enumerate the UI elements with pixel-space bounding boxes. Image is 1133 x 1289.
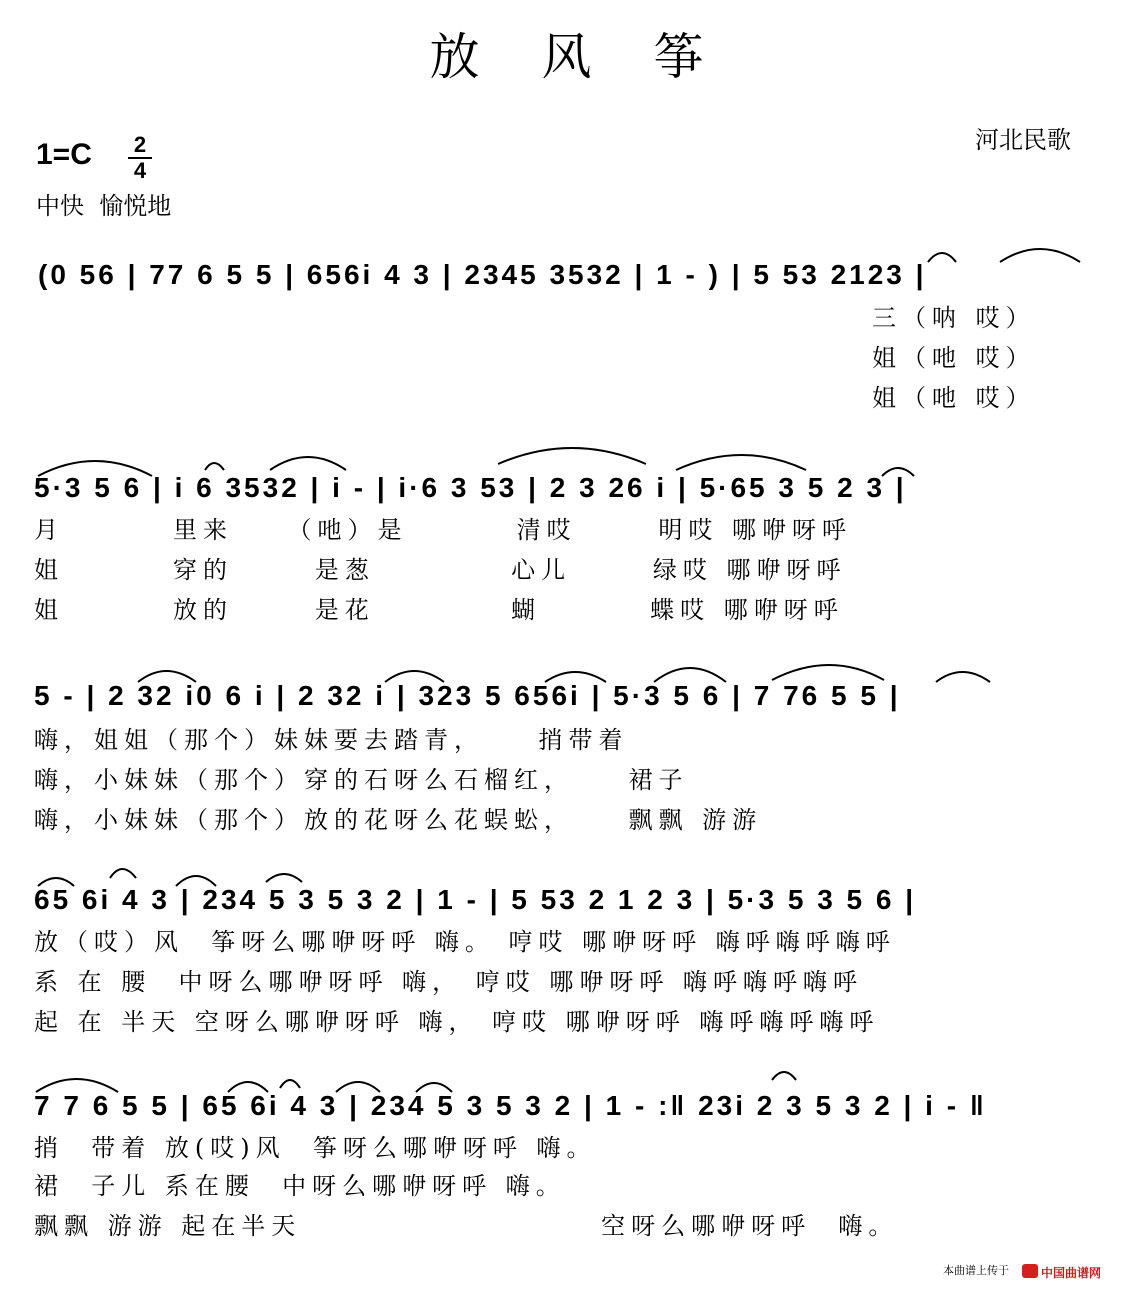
slur (138, 671, 196, 682)
slur (270, 457, 346, 470)
notation-line-3: 5 - | 2 32 i0 6 i | 2 32 i | 323 5 656i | 5·3 5 6 | 7 76 5 5 | (34, 680, 901, 711)
key-signature: 1=C (36, 138, 92, 171)
upload-notice: 本曲谱上传于 (943, 1265, 1009, 1277)
lyric-line-2-v3: 姐 放的 是花 蝴 蝶哎 哪咿呀呼 (34, 596, 844, 624)
notation-line-2: 5·3 5 6 | i 6 3532 | i - | i·6 3 53 | 2 3 26 i | 5·65 3 5 2 3 | (34, 472, 907, 503)
slur (936, 672, 990, 682)
tempo-marking: 中快 愉悦地 (36, 192, 172, 220)
logo-text: 中国曲谱网 (1041, 1266, 1102, 1280)
lyric-line-1-v3: 姐（吔 哎） (872, 384, 1036, 412)
slur (38, 461, 152, 476)
lyric-line-5-v3: 飘飘 游游 起在半天 空呀么哪咿呀呼 嗨。 (34, 1212, 899, 1240)
slur (676, 455, 806, 470)
slur (385, 671, 444, 682)
slur (205, 463, 224, 470)
slur (416, 1083, 452, 1092)
lyric-line-5-v2: 裙 子儿 系在腰 中呀么哪咿呀呼 嗨。 (34, 1172, 566, 1200)
lyric-line-3-v2: 嗨，小妹妹（那个）穿的石呀么石榴红， 裙子 (34, 766, 689, 794)
slur (498, 448, 646, 464)
slur (928, 253, 956, 262)
notation-line-1: (0 56 | 77 6 5 5 | 656i 4 3 | 2345 3532 | 1 - ) | 5 53 2123 | (38, 259, 927, 290)
time-sig-bottom: 4 (133, 158, 147, 183)
slur (772, 1072, 796, 1080)
lyric-line-5-v1: 捎 带着 放(哎)风 筝呀么哪咿呀呼 嗨。 (34, 1134, 597, 1162)
lyric-line-3-v1: 嗨，姐姐（那个）妹妹要去踏青， 捎带着 (34, 726, 629, 754)
slur (882, 468, 914, 476)
slur (36, 1079, 118, 1092)
lyric-line-4-v2: 系 在 腰 中呀么哪咿呀呼 嗨， 哼哎 哪咿呀呼 嗨呼嗨呼嗨呼 (34, 968, 864, 996)
lyric-line-3-v3: 嗨，小妹妹（那个）放的花呀么花蜈蚣， 飘飘 游游 (34, 806, 763, 834)
slur (110, 869, 136, 878)
lyric-line-4-v3: 起 在 半天 空呀么哪咿呀呼 嗨， 哼哎 哪咿呀呼 嗨呼嗨呼嗨呼 (34, 1008, 880, 1036)
slur (176, 876, 216, 886)
song-source: 河北民歌 (975, 126, 1071, 154)
slur (545, 672, 606, 682)
site-logo (1022, 1262, 1120, 1280)
time-sig-top: 2 (128, 134, 152, 159)
slur (772, 665, 884, 680)
lyric-line-4-v1: 放（哎）风 筝呀么哪咿呀呼 嗨。 哼哎 哪咿呀呼 嗨呼嗨呼嗨呼 (34, 928, 896, 956)
slur (336, 1082, 380, 1092)
lyric-line-1-v2: 姐（吔 哎） (872, 344, 1036, 372)
slur (266, 874, 302, 882)
lyric-line-2-v2: 姐 穿的 是葱 心儿 绿哎 哪咿呀呼 (34, 556, 847, 584)
slur (38, 878, 74, 886)
lyric-line-1-v1: 三（呐 哎） (872, 304, 1036, 332)
slur (1000, 249, 1080, 262)
lyric-line-2-v1: 月 里来 （吔）是 清哎 明哎 哪咿呀呼 (34, 516, 852, 544)
slur (280, 1080, 300, 1088)
slur (228, 1082, 268, 1092)
slur (654, 668, 726, 682)
song-title: 放风筝 (429, 28, 766, 86)
notation-line-4: 65 6i 4 3 | 234 5 3 5 3 2 | 1 - | 5 53 2 1 2 3 | 5·3 5 3 5 6 | (34, 884, 917, 915)
notation-line-5: 7 7 6 5 5 | 65 6i 4 3 | 234 5 3 5 3 2 | 1 - :‖ 23i 2 3 5 3 2 | i - ‖ (34, 1090, 987, 1121)
logo-mark-icon (1022, 1264, 1038, 1278)
